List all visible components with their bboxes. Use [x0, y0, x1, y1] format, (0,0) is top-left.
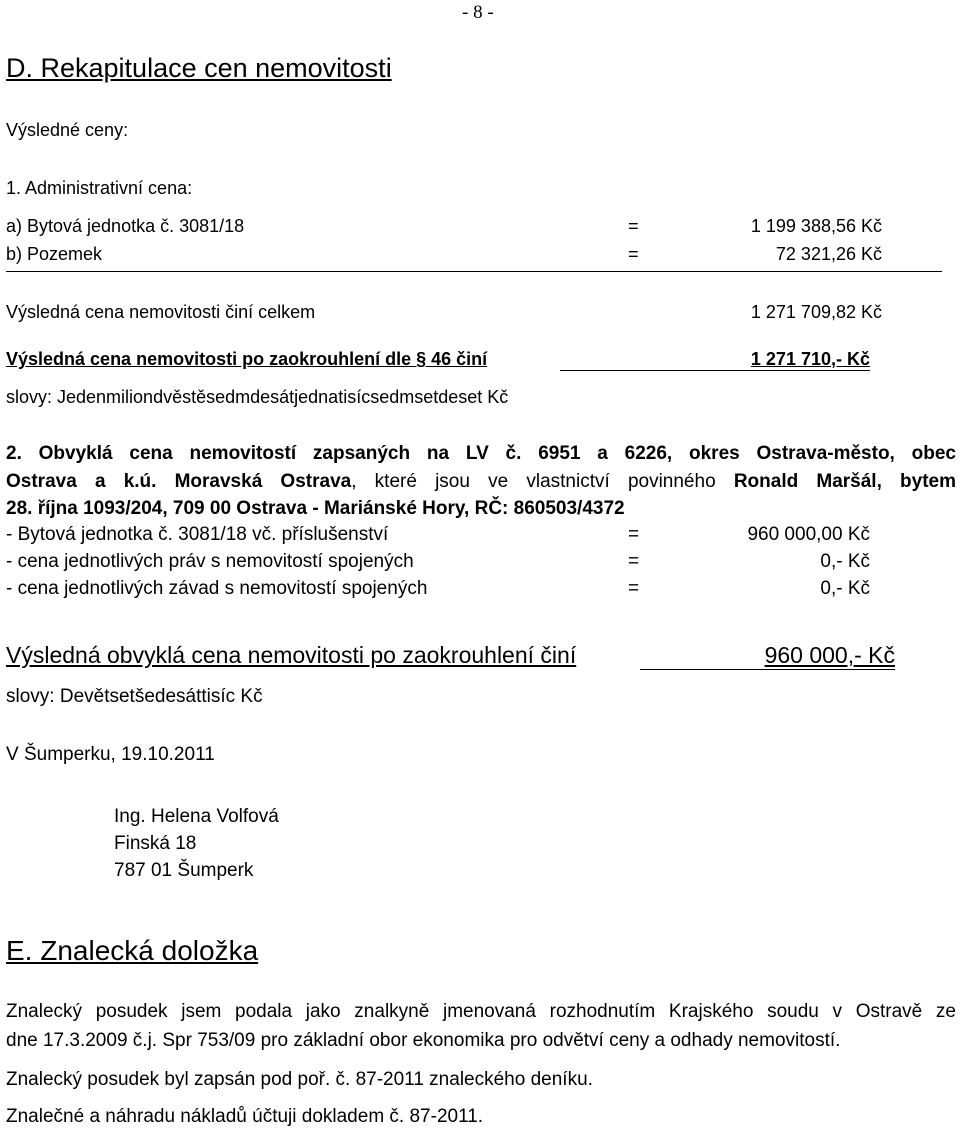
expert-clause-line-2: dne 17.3.2009 č.j. Spr 753/09 pro základní obor ekonomika pro odvětví ceny a odhady nemovitostí. — [6, 1030, 841, 1051]
usual-result-value: 960 000,- Kč — [764, 642, 895, 668]
admin-row-value: 1 199 388,56 Kč — [750, 216, 882, 236]
fee-note: Znalečné a náhradu nákladů účtuji dokladem č. 87-2011. — [6, 1106, 484, 1127]
section-e-title: E. Znalecká doložka — [6, 935, 259, 966]
usual-price-heading-line-1: 2. Obvyklá cena nemovitostí zapsaných na LV č. 6951 a 6226, okres Ostrava-město, obec — [6, 443, 956, 464]
place-and-date: V Šumperku, 19.10.2011 — [6, 744, 215, 765]
owner-name: Ronald Maršál, bytem — [733, 471, 956, 492]
registry-note: Znalecký posudek byl zapsán pod poř. č. 87-2011 znaleckého deníku. — [6, 1069, 593, 1090]
admin-total-label: Výsledná cena nemovitosti činí celkem — [6, 302, 316, 322]
usual-row-value: 0,- Kč — [820, 551, 870, 572]
admin-row-label: a) Bytová jednotka č. 3081/18 — [6, 216, 245, 236]
usual-result-label: Výsledná obvyklá cena nemovitosti po zaokrouhlení činí — [6, 642, 577, 668]
page-number: - 8 - — [462, 2, 494, 23]
expert-clause-line-1: Znalecký posudek jsem podala jako znalkyně jmenovaná rozhodnutím Krajského soudu v Ostravě ze — [6, 1001, 956, 1022]
usual-price-heading-line-2 — [6, 471, 956, 494]
admin-price-heading: 1. Administrativní cena: — [6, 178, 193, 198]
result-prices-heading: Výsledné ceny: — [6, 120, 129, 140]
equals-sign: = — [628, 578, 640, 599]
equals-sign: = — [628, 551, 640, 572]
usual-row-label: - cena jednotlivých práv s nemovitostí spojených — [6, 551, 414, 572]
sum-divider — [6, 271, 942, 272]
usual-row-value: 0,- Kč — [820, 578, 870, 599]
signature-name: Ing. Helena Volfová — [114, 806, 279, 827]
admin-rounded-label: Výsledná cena nemovitosti po zaokrouhlení dle § 46 činí — [6, 349, 488, 369]
equals-sign: = — [628, 524, 640, 545]
usual-price-in-words: slovy: Devětsetšedesáttisíc Kč — [6, 686, 263, 707]
usual-row-value: 960 000,00 Kč — [747, 524, 870, 545]
admin-row-label: b) Pozemek — [6, 244, 103, 264]
usual-row-label: - cena jednotlivých závad s nemovitostí spojených — [6, 578, 428, 599]
section-d-title: D. Rekapitulace cen nemovitosti — [6, 53, 392, 83]
equals-sign: = — [628, 244, 639, 264]
signature-street: Finská 18 — [114, 833, 197, 854]
admin-rounded-value: 1 271 710,- Kč — [750, 349, 870, 369]
owner-address: 28. října 1093/204, 709 00 Ostrava - Mariánské Hory, RČ: 860503/4372 — [6, 498, 625, 519]
admin-row-value: 72 321,26 Kč — [775, 244, 882, 264]
usual-row-label: - Bytová jednotka č. 3081/18 vč. příslušenství — [6, 524, 389, 545]
ownership-text: , které jsou ve vlastnictví povinného — [351, 471, 734, 492]
property-location: Ostrava a k.ú. Moravská Ostrava — [6, 471, 352, 492]
signature-city: 787 01 Šumperk — [114, 860, 254, 881]
admin-total-value: 1 271 709,82 Kč — [750, 302, 882, 322]
admin-price-in-words: slovy: Jedenmiliondvěstěsedmdesátjednatisícsedmsetdeset Kč — [6, 387, 509, 407]
equals-sign: = — [628, 216, 639, 236]
